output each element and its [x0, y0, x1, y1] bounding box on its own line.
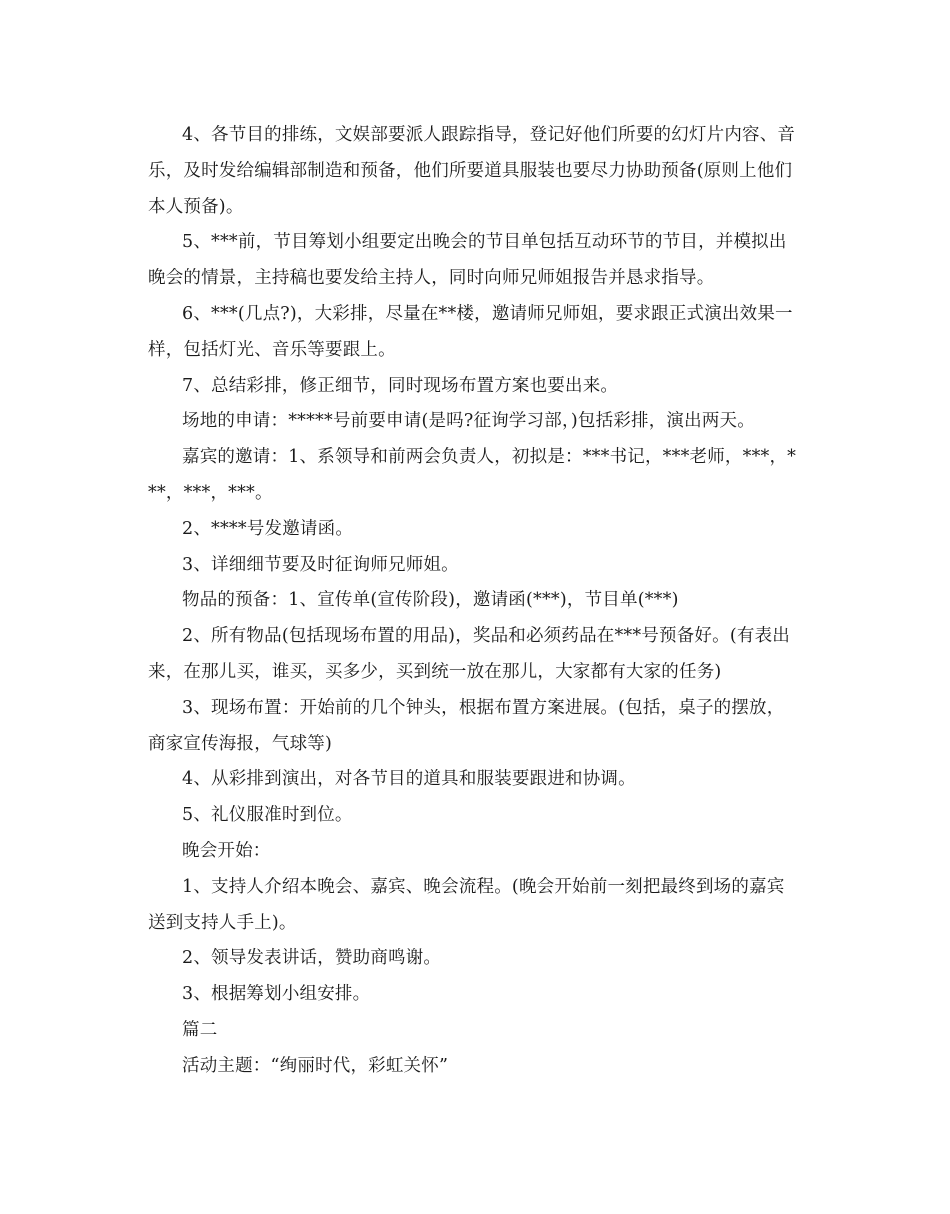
paragraph-etiquette-attire: 5、礼仪服准时到位。	[182, 805, 353, 826]
paragraph-guest-invitation: 嘉宾的邀请：1、系领导和前两会负责人，初拟是：***书记，***老师，***，***，***，***。	[148, 447, 797, 503]
paragraph-venue-setup: 3、现场布置：开始前的几个钟头，根据布置方案进展。(包括，桌子的摆放，商家宣传海报，气球等)	[148, 697, 785, 754]
paragraph-host-intro: 1、支持人介绍本晚会、嘉宾、晚会流程。(晚会开始前一刻把最终到场的嘉宾送到支持人手上)。	[148, 876, 785, 933]
paragraph-leader-speech: 2、领导发表讲话，赞助商鸣谢。	[182, 948, 442, 969]
paragraph-materials-prep: 物品的预备：1、宣传单(宣传阶段)，邀请函(***)，节目单(***)	[182, 590, 679, 611]
document-body	[148, 118, 800, 1085]
paragraph-venue-application: 场地的申请：*****号前要申请(是吗?征询学习部，)包括彩排，演出两天。	[182, 411, 755, 432]
paragraph-activity-theme: 活动主题：“绚丽时代，彩虹关怀”	[182, 1055, 449, 1076]
paragraph-program-list: 5、***前，节目筹划小组要定出晚会的节目单包括互动环节的节目，并模拟出晚会的情景，主持稿也要发给主持人，同时向师兄师姐报告并恳求指导。	[148, 232, 787, 289]
paragraph-consult-details: 3、详细细节要及时征询师兄师姐。	[182, 554, 459, 575]
paragraph-section-two-heading: 篇二	[182, 1019, 218, 1040]
paragraph-gala-start-heading: 晚会开始：	[182, 840, 271, 861]
paragraph-invitation-letters: 2、****号发邀请函。	[182, 518, 354, 539]
paragraph-all-items: 2、所有物品(包括现场布置的用品)，奖品和必须药品在***号预备好。(有表出来，在那儿买，谁买，买多少，买到统一放在那儿，大家都有大家的任务)	[148, 626, 790, 682]
paragraph-props-costumes: 4、从彩排到演出，对各节目的道具和服装要跟进和协调。	[182, 769, 636, 790]
paragraph-rehearsal-guidance: 4、各节目的排练，文娱部要派人跟踪指导，登记好他们所要的幻灯片内容、音乐，及时发给编辑部制造和预备，他们所要道具服装也要尽力协助预备(原则上他们本人预备)。	[148, 125, 796, 217]
paragraph-planning-arrangement: 3、根据筹划小组安排。	[182, 984, 371, 1005]
paragraph-summary-rehearsal: 7、总结彩排，修正细节，同时现场布置方案也要出来。	[182, 375, 619, 396]
paragraph-dress-rehearsal: 6、***(几点?)，大彩排，尽量在**楼，邀请师兄师姐，要求跟正式演出效果一样，包括灯光、音乐等要跟上。	[148, 303, 793, 360]
